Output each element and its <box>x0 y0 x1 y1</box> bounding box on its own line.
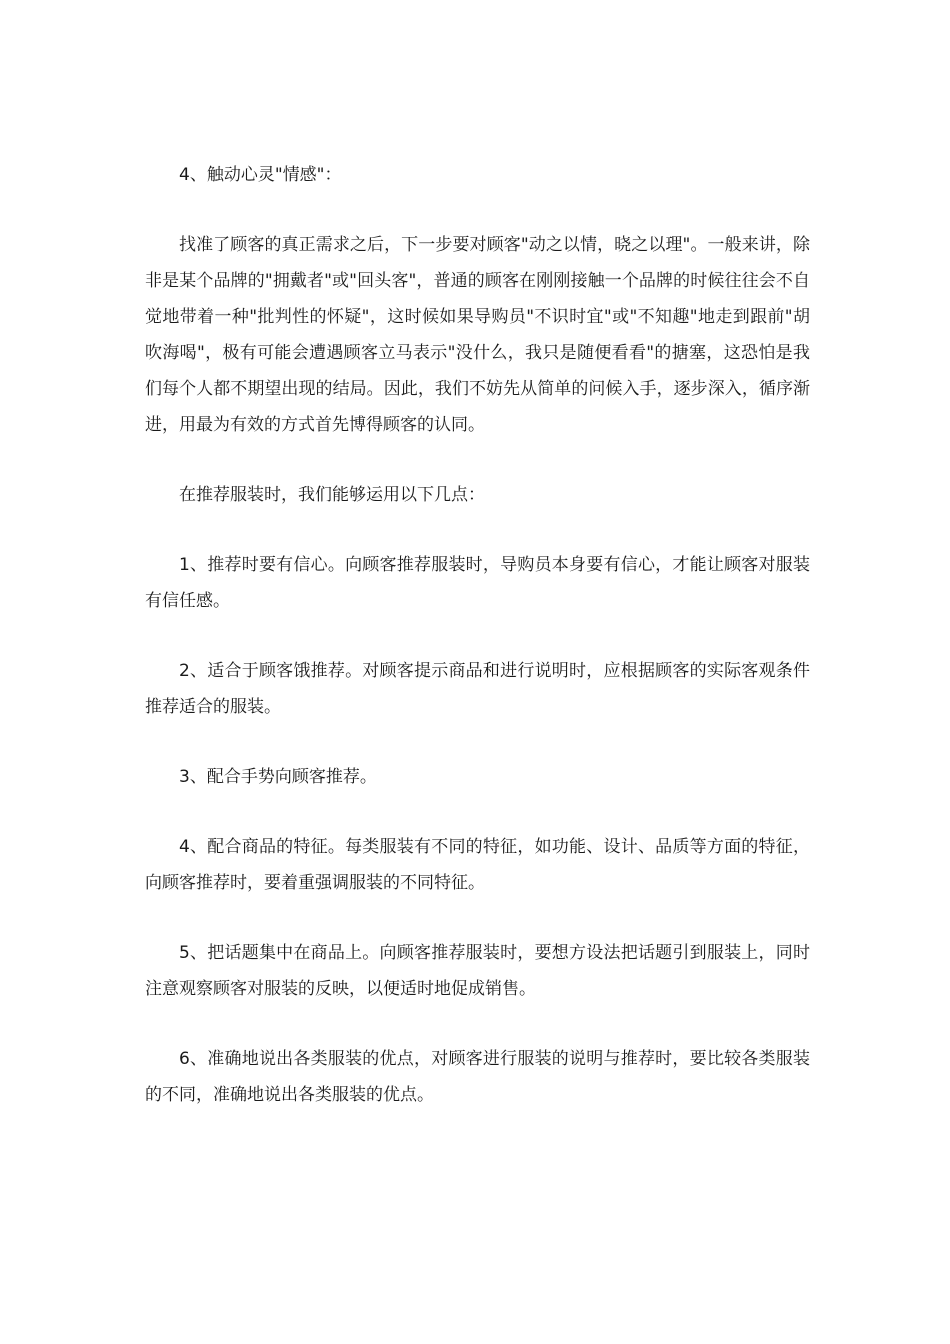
body-paragraph: 在推荐服装时，我们能够运用以下几点： <box>179 485 485 505</box>
list-item: 4、配合商品的特征。每类服装有不同的特征，如功能、设计、品质等方面的特征，向顾客推荐时，要着重强调服装的不同特征。 <box>145 837 810 893</box>
list-item: 6、准确地说出各类服装的优点，对顾客进行服装的说明与推荐时，要比较各类服装的不同，准确地说出各类服装的优点。 <box>145 1049 810 1105</box>
list-item: 5、把话题集中在商品上。向顾客推荐服装时，要想方设法把话题引到服装上，同时注意观察顾客对服装的反映，以便适时地促成销售。 <box>145 943 810 999</box>
list-item: 2、适合于顾客饿推荐。对顾客提示商品和进行说明时，应根据顾客的实际客观条件推荐适合的服装。 <box>145 661 810 717</box>
section-heading: 4、触动心灵"情感"： <box>179 165 342 185</box>
list-item: 3、配合手势向顾客推荐。 <box>179 767 377 787</box>
document-body <box>145 157 810 1147</box>
list-item: 1、推荐时要有信心。向顾客推荐服装时，导购员本身要有信心，才能让顾客对服装有信任感。 <box>145 555 810 611</box>
body-paragraph: 找准了顾客的真正需求之后，下一步要对顾客"动之以情，晓之以理"。一般来讲，除非是某个品牌的"拥戴者"或"回头客"，普通的顾客在刚刚接触一个品牌的时候往往会不自觉地带着一种"批判性的怀疑"，这时候如果导购员"不识时宜"或"不知趣"地走到跟前"胡吹海喝"，极有可能会遭遇顾客立马表示"没什么，我只是随便看看"的搪塞，这恐怕是我们每个人都不期望出现的结局。因此，我们不妨先从简单的问候入手，逐步深入，循序渐进，用最为有效的方式首先博得顾客的认同。 <box>145 235 810 435</box>
